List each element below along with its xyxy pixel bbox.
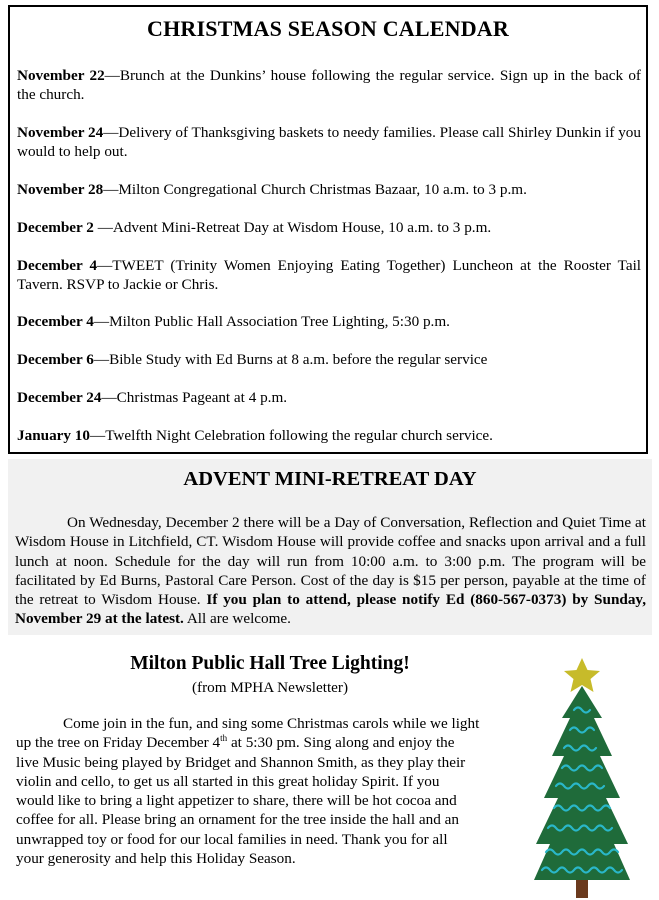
body-line: would like to bring a light appetizer to share, there will be hot cocoa and <box>16 792 457 810</box>
entry-date: December 6 <box>17 351 94 368</box>
entry-date: January 10 <box>17 427 90 444</box>
entry-date: November 24 <box>17 124 104 141</box>
body-line-part: at 5:30 pm. Sing along and enjoy the <box>230 734 455 752</box>
advent-section <box>8 459 652 635</box>
calendar-entry <box>17 218 641 237</box>
entry-date: November 22 <box>17 67 105 84</box>
entry-date: December 4 <box>17 313 94 330</box>
calendar-entry <box>17 256 641 294</box>
entry-text: —Brunch at the Dunkins’ house following the regular service. Sign up in the back of the church. <box>17 67 641 103</box>
tree-lighting-body <box>16 714 508 868</box>
calendar-entry <box>17 123 641 161</box>
calendar-box <box>8 5 648 454</box>
body-line: violin and cello, to get us all started in this great holiday Spirit. If you <box>16 772 440 790</box>
advent-text: On Wednesday, December 2 there will be a Day of Conversation, Reflection and Quiet Time at Wisdom House in Litchfield, CT. Wisdom House will provide coffee and snacks upon arrival and a full lunch at noon. Schedule for the day will run from 10:00 a.m. to 3:00 p.m. The program will be facilitated by Ed Burns, Pastoral Care Person. Cost of the day is $15 per person, payable at the time of the retreat to Wisdom House. <box>15 514 646 609</box>
entry-text: —Christmas Pageant at 4 p.m. <box>101 389 288 406</box>
calendar-entry <box>17 426 641 445</box>
advent-rsvp: If you plan to attend, please notify Ed (860-567-0373) by Sunday, November 29 at the latest. <box>15 591 646 628</box>
calendar-entry <box>17 350 641 369</box>
entry-text: —TWEET (Trinity Women Enjoying Eating Together) Luncheon at the Rooster Tail Tavern. RSVP to Jackie or Chris. <box>17 257 642 293</box>
entry-date: December 4 <box>17 257 98 274</box>
body-line: live Music being played by Bridget and Shannon Smith, as they play their <box>16 753 466 771</box>
advent-body <box>15 513 646 629</box>
body-line-part: up the tree on Friday December 4 <box>16 734 221 752</box>
body-line <box>16 733 508 752</box>
calendar-title: CHRISTMAS SEASON CALENDAR <box>147 16 509 41</box>
body-line: Come join in the fun, and sing some Christmas carols while we light <box>63 715 480 732</box>
christmas-tree-icon <box>532 656 632 900</box>
entry-date: December 24 <box>17 389 102 406</box>
entry-date: November 28 <box>17 181 104 198</box>
calendar-entry <box>17 180 641 199</box>
calendar-entry <box>17 312 641 331</box>
advent-title: ADVENT MINI-RETREAT DAY <box>183 468 477 490</box>
tree-lighting-title: Milton Public Hall Tree Lighting! <box>130 653 410 674</box>
entry-text: —Milton Congregational Church Christmas Bazaar, 10 a.m. to 3 p.m. <box>103 181 527 198</box>
tree-lighting-subtitle: (from MPHA Newsletter) <box>191 679 349 696</box>
calendar-entry <box>17 66 641 104</box>
entry-text: —Delivery of Thanksgiving baskets to needy families. Please call Shirley Dunkin if you would to help out. <box>17 124 641 160</box>
advent-closing: All are welcome. <box>183 610 291 628</box>
entry-text: —Twelfth Night Celebration following the regular church service. <box>90 427 493 444</box>
body-line: coffee for all. Please bring an ornament for the tree inside the hall and an <box>16 811 459 829</box>
date-superscript: th <box>220 733 228 744</box>
entry-text: —Advent Mini-Retreat Day at Wisdom House, 10 a.m. to 3 p.m. <box>93 219 492 236</box>
calendar-entry <box>17 388 641 407</box>
body-line: your generosity and help this Holiday Season. <box>16 850 296 868</box>
entry-date: December 2 <box>17 219 94 236</box>
body-line: unwrapped toy or food for our local families in need. Thank you for all <box>16 830 448 848</box>
entry-text: —Milton Public Hall Association Tree Lighting, 5:30 p.m. <box>93 313 450 330</box>
entry-text: —Bible Study with Ed Burns at 8 a.m. before the regular service <box>93 351 488 368</box>
